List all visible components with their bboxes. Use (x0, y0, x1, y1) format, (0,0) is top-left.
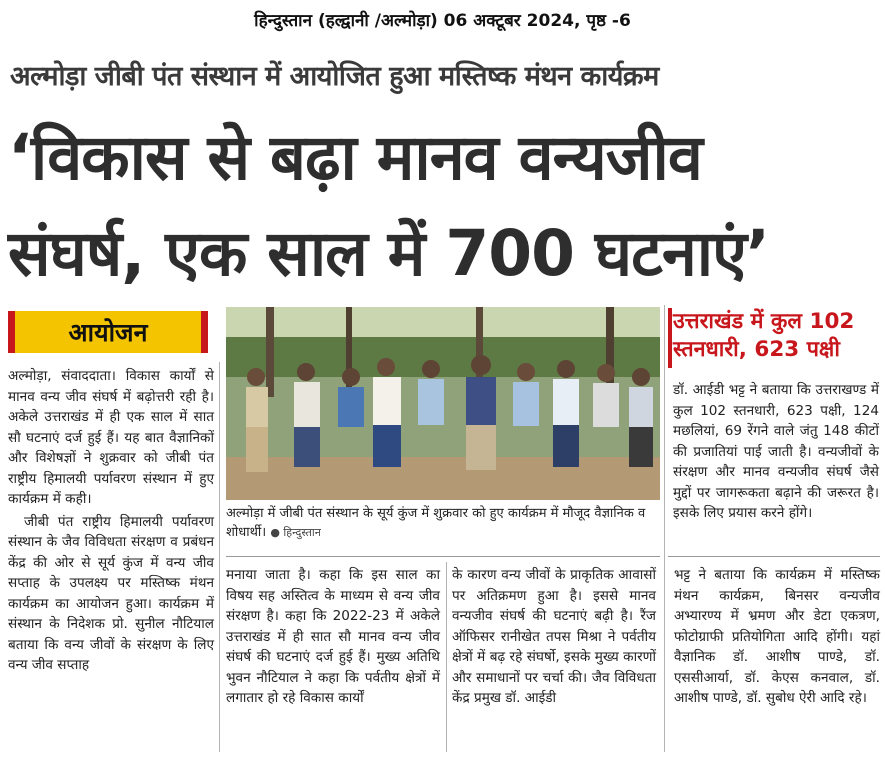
sidebar-accent-bar (668, 308, 672, 368)
photo-caption-text: अल्मोड़ा में जीबी पंत संस्थान के सूर्य कुंज में शुक्रवार को हुए कार्यक्रम में मौजूद वैज्ञानिक व शोधार्थी। (226, 506, 646, 540)
photo-credit: ● हिन्दुस्तान (270, 525, 321, 539)
main-headline (8, 110, 878, 302)
article-paragraph: के कारण वन्य जीवों के प्राकृतिक आवासों पर अतिक्रमण हुआ है। इससे मानव वन्यजीव संघर्ष की घटनाएं बढ़ी है। रैंज ऑफिसर रानीखेत तपस मिश्रा ने पर्वतीय क्षेत्रों में बढ़ रहे संघर्षो, इसके मुख्य कारणों और समाधानों पर चर्चा की। जैव विविधता केंद्र प्रमुख डॉ. आईडी (452, 567, 656, 706)
column-divider (219, 362, 220, 752)
sidebar-heading-line-2: स्तनधारी, 623 पक्षी (673, 337, 840, 362)
article-paragraph: भट्ट ने बताया कि कार्यक्रम में मस्तिष्क मंथन कार्यक्रम, बिनसर वन्यजीव अभ्यारण्य में भ्रमण और डेटा एकत्रण, फोटोग्राफी प्रतियोगिता आदि होंगी। यहां वैज्ञानिक डॉ. आशीष पाण्डे, डॉ. एससीआर्या, डॉ. केएस कनवाल, डॉ. आशीष पाण्डे, डॉ. सुबोध ऐरी आदि रहे। (674, 567, 880, 706)
headline-line-2: संघर्ष, एक साल में 700 घटनाएं’ (8, 217, 769, 290)
sidebar-heading (673, 308, 878, 364)
news-photo (226, 307, 660, 500)
article-paragraph: अल्मोड़ा, संवाददाता। विकास कार्यों से मानव वन्य जीव संघर्ष में बढ़ोत्तरी रही है। अकेले उत्तराखंड में ही एक साल में सात सौ घटनाएं दर्ज हुई हैं। यह बात वैज्ञानिकों और विशेषज्ञों ने शुक्रवार को जीबी पंत राष्ट्रीय हिमालयी पर्यावरण संस्थान में हुए कार्यक्रम में कही। (8, 368, 214, 507)
headline-line-1: ‘विकास से बढ़ा मानव वन्यजीव (8, 121, 702, 194)
article-paragraph: जीबी पंत राष्ट्रीय हिमालयी पर्यावरण संस्थान के जैव विविधता संरक्षण व प्रबंधन केंद्र की ओर से सूर्य कुंज में वन्य जीव सप्ताह के उपलक्ष्य पर मस्तिष्क मंथन कार्यक्रम का आयोजन हुआ। कार्यक्रम में संस्थान के निदेशक प्रो. सुनील नौटियाल बताया कि वन्य जीवों के संरक्षण के लिए वन्य जीव सप्ताह (8, 513, 214, 673)
photo-illustration (226, 307, 660, 500)
caption-divider (226, 556, 660, 557)
photo-caption (226, 505, 660, 542)
kicker-headline: अल्मोड़ा जीबी पंत संस्थान में आयोजित हुआ मस्तिष्क मंथन कार्यक्रम (10, 61, 659, 92)
article-paragraph: मनाया जाता है। कहा कि इस साल का विषय सह अस्तित्व के माध्यम से वन्य जीव संरक्षण है। कहा कि 2022-23 में अकेले उत्तराखंड में ही सात सौ मानव वन्य जीव संघर्ष की घटनाएं दर्ज हुई हैं। मुख्य अतिथि भुवन नौटियाल ने कहा कि पर्वतीय क्षेत्रों में लगातार हो रहे विकास कार्यों (226, 567, 440, 706)
article-column-3 (452, 565, 656, 709)
sidebar-heading-line-1: उत्तराखंड में कुल 102 (673, 309, 855, 334)
column-divider (664, 305, 665, 752)
sidebar-body (673, 380, 879, 524)
article-column-2 (226, 565, 440, 709)
sidebar-paragraph: डॉ. आईडी भट्ट ने बताया कि उत्तराखण्ड में कुल 102 स्तनधारी, 623 पक्षी, 124 मछलियां, 69 रेंगने वाले जंतु 148 कीटों की प्रजातियां पाई जाती है। वन्यजीवों के संरक्षण और मानव वन्यजीव संघर्ष जैसे मुद्दों पर जागरूकता बढ़ाने की जरूरत है। इसके लिए प्रयास करने होंगे। (673, 382, 879, 521)
column-divider (446, 562, 447, 752)
masthead: हिन्दुस्तान (हल्द्वानी /अल्मोड़ा) 06 अक्टूबर 2024, पृष्ठ -6 (254, 11, 631, 31)
section-tag: आयोजन (8, 311, 208, 353)
article-column-1 (8, 366, 214, 676)
article-column-5 (674, 565, 880, 709)
sidebar-divider (668, 556, 880, 557)
